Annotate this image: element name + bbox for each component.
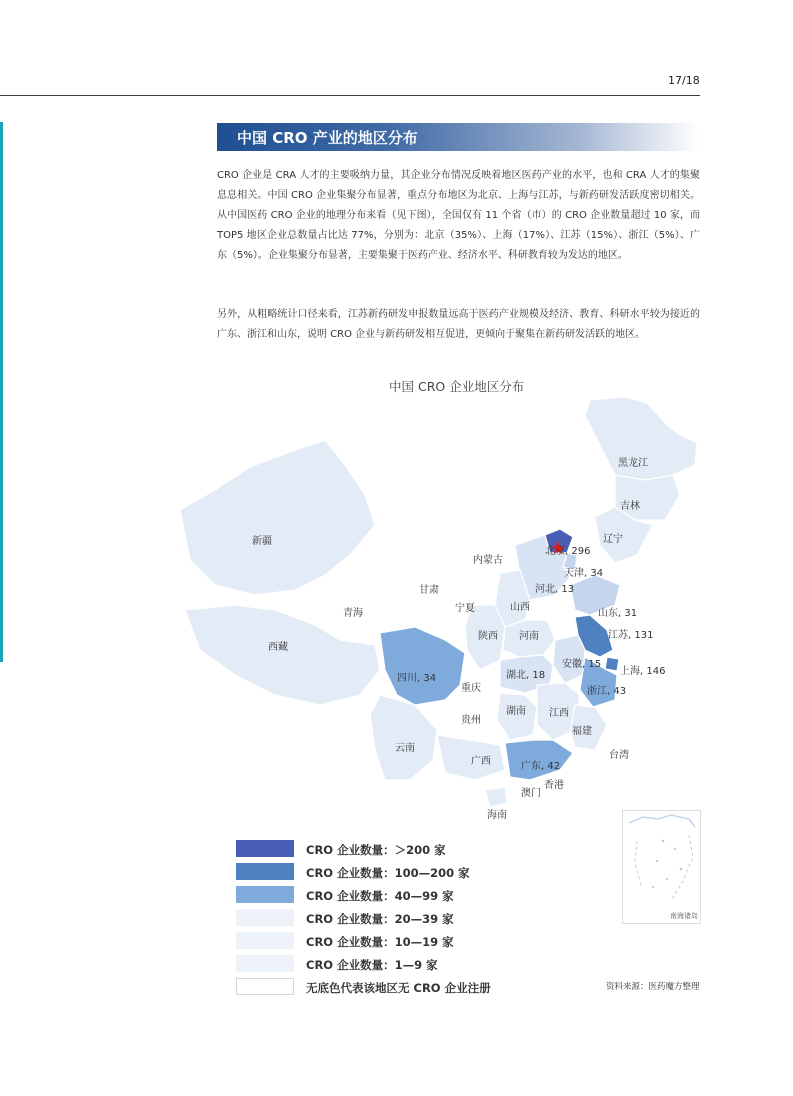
label-anhui: 安徽, 15 xyxy=(562,659,602,670)
label-heilongjiang: 黑龙江 xyxy=(618,458,648,469)
label-shanxi: 山西 xyxy=(510,602,530,613)
label-zhejiang: 浙江, 43 xyxy=(587,686,627,697)
label-shaanxi: 陕西 xyxy=(478,631,498,642)
label-hainan: 海南 xyxy=(487,810,507,821)
label-shanghai: 上海, 146 xyxy=(620,666,666,677)
legend-label: 无底色代表该地区无 CRO 企业注册 xyxy=(306,981,491,995)
label-hubei: 湖北, 18 xyxy=(506,670,546,681)
legend-label: CRO 企业数量：1—9 家 xyxy=(306,958,438,972)
label-hongkong: 香港 xyxy=(544,780,564,791)
legend-swatch xyxy=(236,955,294,972)
label-hebei: 河北, 13 xyxy=(535,584,575,595)
label-xizang: 西藏 xyxy=(268,642,288,653)
body-paragraph-2: 另外，从粗略统计口径来看，江苏新药研发申报数量远高于医药产业规模及经济、教育、科研水平较为接近的广东、浙江和山东，说明 CRO 企业与新药研发相互促进，更倾向于聚集在新药研发活跃的地区。 xyxy=(217,309,700,340)
label-macau: 澳门 xyxy=(521,788,541,799)
label-hunan: 湖南 xyxy=(506,706,526,717)
legend-label: CRO 企业数量：10—19 家 xyxy=(306,935,454,949)
label-taiwan: 台湾 xyxy=(609,750,629,761)
legend-swatch xyxy=(236,909,294,926)
region-sichuan xyxy=(380,627,465,705)
label-beijing: 北京, 296 xyxy=(545,546,591,557)
header-rule xyxy=(0,95,700,96)
legend-label: CRO 企业数量：＞200 家 xyxy=(306,843,446,857)
south-china-sea-inset xyxy=(622,810,701,924)
body-paragraph-1: CRO 企业是 CRA 人才的主要吸纳力量，其企业分布情况反映着地区医药产业的水平，也和 CRA 人才的集聚息息相关。中国 CRO 企业集聚分布显著，重点分布地区为北京、上海与江苏，与新药研发活跃度密切相关。从中国医药 CRO 企业的地理分布来看（见下图），全国仅有 11 个省（市）的 CRO 企业数量超过 10 家，而 TOP5 地区企业总数量占比达 77%，分别为：北京（35%）、上海（17%）、江苏（15%）、浙江（5%）、广东（5%）。企业集聚分布显著，主要集聚于医药产业、经济水平、科研教育较为发达的地区。 xyxy=(217,170,700,261)
label-jilin: 吉林 xyxy=(620,501,640,512)
label-chongqing: 重庆 xyxy=(461,683,481,694)
legend-swatch xyxy=(236,863,294,880)
south-china-sea-map xyxy=(623,811,700,923)
inset-label: 南海诸岛 xyxy=(670,912,698,920)
legend-label: CRO 企业数量：20—39 家 xyxy=(306,912,454,926)
region-yunnan xyxy=(370,695,437,780)
section-banner xyxy=(217,123,699,151)
label-sichuan: 四川, 34 xyxy=(397,673,437,684)
page-number: 17/18 xyxy=(668,74,700,87)
china-cro-map xyxy=(175,395,700,825)
region-guangdong xyxy=(505,740,573,780)
map-title: 中国 CRO 企业地区分布 xyxy=(389,379,525,394)
label-guangdong: 广东, 42 xyxy=(521,761,561,772)
label-henan: 河南 xyxy=(519,631,539,642)
legend-swatch xyxy=(236,932,294,949)
label-neimenggu: 内蒙古 xyxy=(473,555,503,566)
label-fujian: 福建 xyxy=(572,726,592,737)
legend-swatch xyxy=(236,978,294,995)
label-guangxi: 广西 xyxy=(471,756,491,767)
label-shandong: 山东, 31 xyxy=(598,608,638,619)
label-qinghai: 青海 xyxy=(343,608,363,619)
label-jiangxi: 江西 xyxy=(549,708,569,719)
label-yunnan: 云南 xyxy=(395,743,415,754)
legend-swatch xyxy=(236,886,294,903)
label-ningxia: 宁夏 xyxy=(455,603,475,614)
region-hainan xyxy=(485,787,507,807)
region-shanghai xyxy=(605,657,619,671)
legend-swatch xyxy=(236,840,294,857)
label-xinjiang: 新疆 xyxy=(252,536,272,547)
label-liaoning: 辽宁 xyxy=(603,534,623,545)
label-tianjin: 天津, 34 xyxy=(564,568,604,579)
section-title: 中国 CRO 产业的地区分布 xyxy=(237,129,418,147)
legend-label: CRO 企业数量：100—200 家 xyxy=(306,866,470,880)
source-note: 资料来源：医药魔方整理 xyxy=(606,982,700,992)
label-guizhou: 贵州 xyxy=(461,715,481,726)
label-jiangsu: 江苏, 131 xyxy=(608,630,654,641)
label-gansu: 甘肃 xyxy=(419,585,439,596)
left-accent-bar xyxy=(0,122,3,662)
legend-label: CRO 企业数量：40—99 家 xyxy=(306,889,454,903)
